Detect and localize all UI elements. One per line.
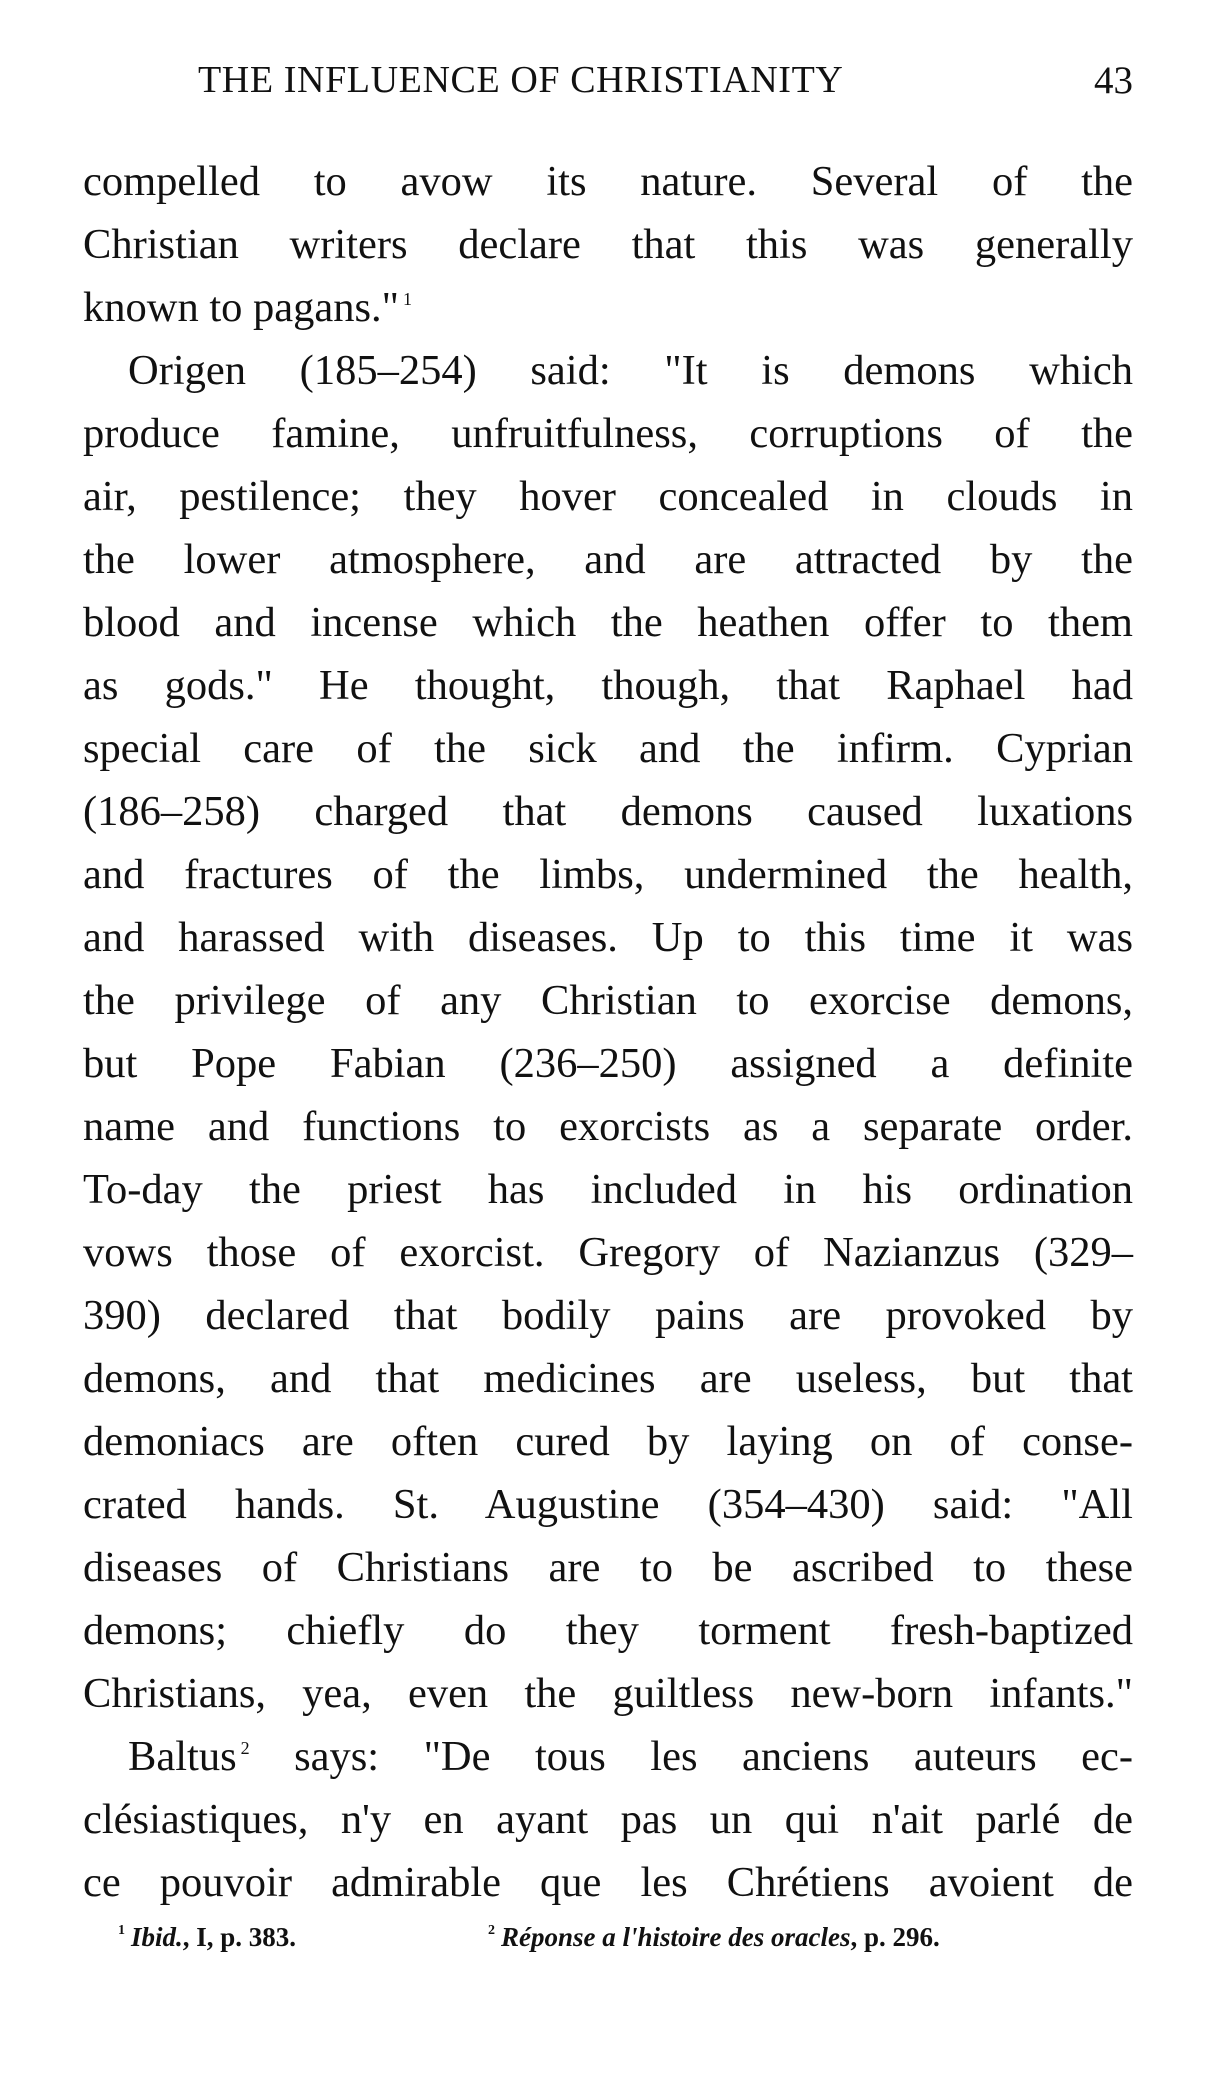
footnote-2 [488,1922,940,1953]
text-line: air, pestilence; they hover concealed in clouds in [83,473,1133,520]
running-title: THE INFLUENCE OF CHRISTIANITY [198,59,844,101]
body-text [83,150,1133,1914]
text-fragment: Baltus [128,1733,237,1780]
text-line [83,1725,1133,1788]
footnote-title: Ibid. [131,1922,183,1952]
text-line: Christian writers declare that this was generally [83,221,1133,268]
footnote-title: Réponse a l'histoire des oracles [501,1922,851,1952]
text-line: produce famine, unfruitfulness, corruptions of the [83,410,1133,457]
footnote-marker: 1 [118,1923,125,1938]
text-line: as gods." He thought, though, that Raphael had [83,662,1133,709]
text-line: clésiastiques, n'y en ayant pas un qui n'ait parlé de [83,1796,1133,1843]
page-number: 43 [1094,59,1133,102]
footnote-1 [118,1922,296,1953]
text-line: (186–258) charged that demons caused luxations [83,788,1133,835]
text-line: special care of the sick and the infirm. Cyprian [83,725,1133,772]
text-line: vows those of exorcist. Gregory of Nazianzus (329– [83,1229,1133,1276]
footnote-reference: 2 [240,1738,250,1758]
text-line: crated hands. St. Augustine (354–430) said: "All [83,1481,1133,1528]
text-line: and fractures of the limbs, undermined the health, [83,851,1133,898]
text-fragment: known to pagans." [83,284,399,331]
text-line: ce pouvoir admirable que les Chrétiens avoient de [83,1859,1133,1906]
footnote-reference: 1 [403,289,412,309]
text-line: diseases of Christians are to be ascribed to these [83,1544,1133,1591]
text-fragment: says: "De tous les anciens auteurs ec- [249,1733,1133,1780]
text-line: name and functions to exorcists as a separate order. [83,1103,1133,1150]
text-line: the privilege of any Christian to exorcise demons, [83,977,1133,1024]
text-line: demoniacs are often cured by laying on of conse- [83,1418,1133,1465]
text-line: Origen (185–254) said: "It is demons which [128,347,1133,394]
text-line: the lower atmosphere, and are attracted by the [83,536,1133,583]
text-line [83,276,1133,339]
running-header [83,58,1133,108]
footnote-marker: 2 [488,1923,495,1938]
footnote-text: , p. 296. [850,1922,940,1952]
text-line: demons; chiefly do they torment fresh-baptized [83,1607,1133,1654]
footnote-text: , I, p. 383. [182,1922,297,1952]
text-line: Christians, yea, even the guiltless new-born infants." [83,1670,1133,1717]
text-line: blood and incense which the heathen offer to them [83,599,1133,646]
text-line: compelled to avow its nature. Several of the [83,158,1133,205]
text-line: 390) declared that bodily pains are provoked by [83,1292,1133,1339]
text-line: but Pope Fabian (236–250) assigned a definite [83,1040,1133,1087]
text-line: and harassed with diseases. Up to this time it was [83,914,1133,961]
text-line: demons, and that medicines are useless, but that [83,1355,1133,1402]
footnotes [83,1922,1133,1962]
text-line: To-day the priest has included in his ordination [83,1166,1133,1213]
